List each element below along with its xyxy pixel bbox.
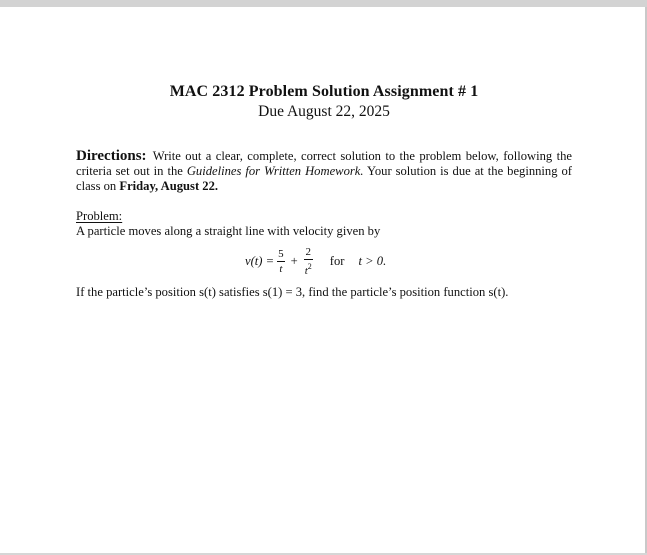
directions-text-1: Write out a clear, complete, correct solution to the problem below, following the criteria set out in the xyxy=(76,149,572,179)
problem-question: If the particle’s position s(t) satisfies s(1) = 3, find the particle’s position function s(t). xyxy=(76,284,509,299)
due-date: Due August 22, 2025 xyxy=(258,103,390,120)
fraction-five-over-t xyxy=(277,248,285,275)
denominator-variable: t xyxy=(304,265,308,278)
velocity-equation xyxy=(76,245,572,279)
problem-label: Problem: xyxy=(76,208,123,223)
fraction-numerator: 5 xyxy=(278,248,284,261)
guidelines-title: Guidelines for Written Homework. xyxy=(186,164,364,179)
equation-row xyxy=(245,245,386,279)
due-day: Friday, August 22. xyxy=(119,179,219,194)
directions-heading: Directions: xyxy=(76,148,147,164)
fraction-denominator xyxy=(304,261,313,277)
denominator-exponent: 2 xyxy=(307,262,312,272)
fraction-bar xyxy=(277,261,285,262)
fraction-bar xyxy=(304,259,313,260)
equation-condition: t > 0. xyxy=(358,254,387,269)
directions-paragraph xyxy=(76,149,572,195)
fraction-numerator: 2 xyxy=(305,246,312,259)
page-title: MAC 2312 Problem Solution Assignment # 1 xyxy=(169,83,479,100)
equation-for-word: for xyxy=(329,254,345,269)
directions-text-2: Your solution is due at the beginning of class on xyxy=(76,164,572,194)
viewer-top-bar xyxy=(0,0,647,7)
document-page xyxy=(76,82,572,300)
fraction-two-over-t-squared xyxy=(304,246,313,277)
problem-intro: A particle moves along a straight line with velocity given by xyxy=(76,223,381,238)
plus-sign: + xyxy=(290,254,298,269)
fraction-denominator: t xyxy=(279,263,283,276)
equation-lhs: v(t) = xyxy=(245,254,275,269)
